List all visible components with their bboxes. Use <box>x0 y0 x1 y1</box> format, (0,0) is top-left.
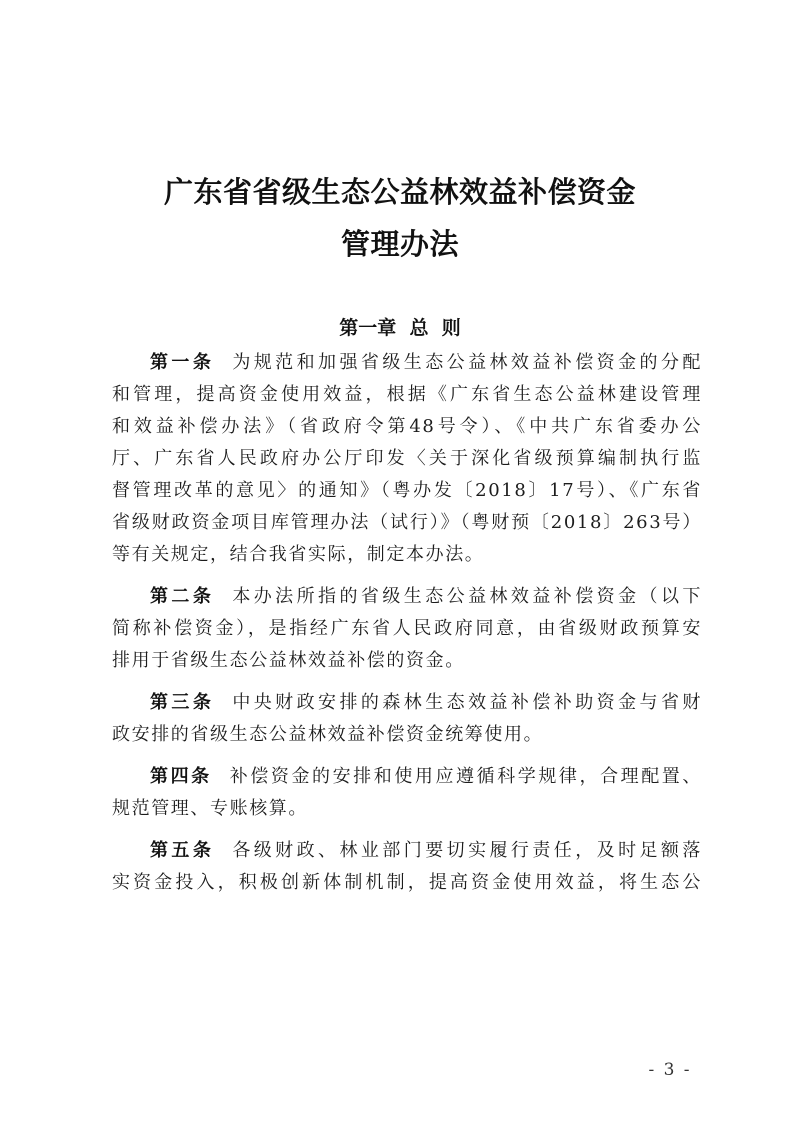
article-2-line-3: 排用于省级生态公益林效益补偿的资金。 <box>112 650 465 671</box>
article-4-text: 补偿资金的安排和使用应遵循科学规律，合理配置、 <box>229 766 702 787</box>
article-4-line-2: 规范管理、专账核算。 <box>112 798 308 819</box>
article-2-label: 第二条 <box>150 586 215 607</box>
page-number: - 3 - <box>648 1060 692 1080</box>
article-1-line-1 <box>112 347 702 379</box>
article-1-line-5: 督管理改革的意见〉的通知》（粤办发〔2018〕17号）、《广东省 <box>112 480 702 501</box>
document-title-line-2: 管理办法 <box>340 227 459 261</box>
document-body <box>112 347 702 899</box>
article-1-text: 为规范和加强省级生态公益林效益补偿资金的分配 <box>232 352 702 373</box>
article-5-text: 各级财政、林业部门要切实履行责任，及时足额落 <box>232 840 702 861</box>
article-3-label: 第三条 <box>150 692 215 713</box>
article-5-line-2: 实资金投入，积极创新体制机制，提高资金使用效益，将生态公 <box>112 872 702 893</box>
article-2-line-1 <box>112 581 702 613</box>
article-3-text: 中央财政安排的森林生态效益补偿补助资金与省财 <box>232 692 702 713</box>
article-2-text: 本办法所指的省级生态公益林效益补偿资金（以下 <box>232 586 702 607</box>
article-1-line-2: 和管理，提高资金使用效益，根据《广东省生态公益林建设管理 <box>112 384 702 405</box>
article-1-line-3: 和效益补偿办法》（省政府令第48号令）、《中共广东省委办公 <box>112 416 702 437</box>
article-5-line-1 <box>112 835 702 867</box>
article-3-line-2: 政安排的省级生态公益林效益补偿资金统筹使用。 <box>112 724 544 745</box>
article-1-line-4: 厅、广东省人民政府办公厅印发〈关于深化省级预算编制执行监 <box>112 448 702 469</box>
article-1-line-7: 等有关规定，结合我省实际，制定本办法。 <box>112 544 485 565</box>
chapter-heading: 第一章 总 则 <box>339 317 461 339</box>
article-4-line-1 <box>112 761 702 793</box>
article-2-line-2: 简称补偿资金），是指经广东省人民政府同意，由省级财政预算安 <box>112 618 702 639</box>
document-title-line-1: 广东省省级生态公益林效益补偿资金 <box>163 175 636 209</box>
article-1-label: 第一条 <box>150 352 215 373</box>
article-5-label: 第五条 <box>150 840 215 861</box>
article-1-line-6: 省级财政资金项目库管理办法（试行）》（粤财预〔2018〕263号） <box>112 512 702 533</box>
article-3-line-1 <box>112 687 702 719</box>
article-4-label: 第四条 <box>150 766 212 787</box>
